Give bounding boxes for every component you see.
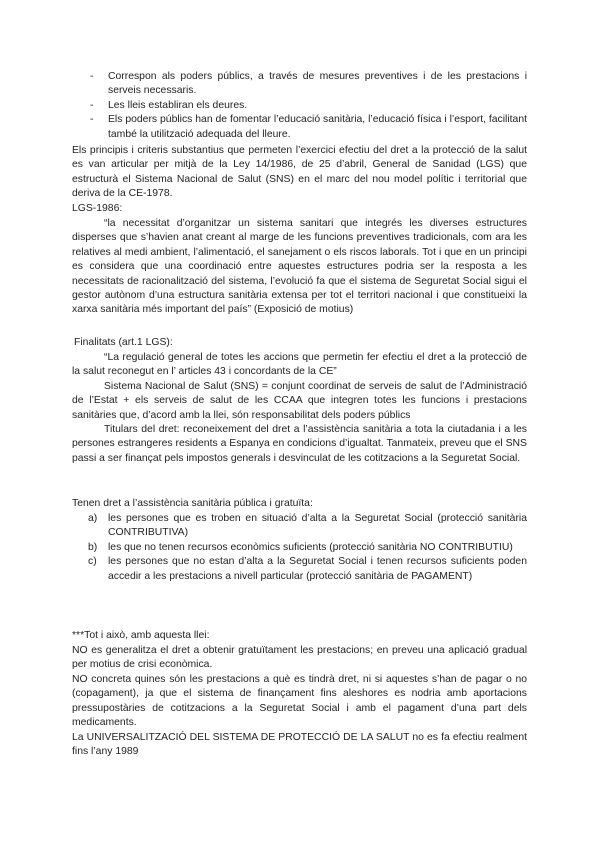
sns-definition: Sistema Nacional de Salut (SNS) = conjunt coordinat de serveis de salut de l’Administració de l’Estat + els serveis de salut de les CCAA que integren totes les funcions i prestacions sanitàries que, d’acord amb la llei, són responsabilitat dels poders públics bbox=[72, 381, 527, 421]
conclusion-paragraph: La UNIVERSALITZACIÓ DEL SISTEMA DE PROTECCIÓ DE LA SALUT no es fa efectiu realment fins l’any 1989 bbox=[72, 732, 527, 758]
list-item: - Correspon als poders públics, a través de mesures preventives i de les prestacions i serveis necessaris. bbox=[90, 70, 527, 99]
list-label: b) bbox=[88, 541, 98, 553]
titulars-paragraph: Titulars del dret: reconeixement del dret a l’assistència sanitària a tota la ciutadania i a les persones estrangeres residents a Espanya en condicions d’igualtat. Tanmateix, preveu que el SNS passi a ser finançat pels impostos generals i desvinculat de les cotitzacions a la Seguretat Social. bbox=[72, 424, 527, 464]
note-paragraph-1: NO es generalitza el dret a obtenir gratuïtament les prestacions; en preveu una aplicació gradual per motius de crisi econòmica. bbox=[72, 645, 527, 671]
list-label: a) bbox=[88, 513, 98, 524]
intro-paragraph: Els principis i criteris substantius que permeten l’exercici efectiu del dret a la protecció de la salut es van articular per mitjà de la Ley 14/1986, de 25 d’abril, General de Sanidad (LGS) que estructurà el Sistema Nacional de Salut (SNS) en el marc del nou model polític i territorial que deriva de la CE-1978. bbox=[72, 145, 527, 200]
finalitats-label: Finalitats (art.1 LGS): bbox=[74, 337, 173, 348]
list-label: c) bbox=[88, 556, 97, 568]
note-paragraph-2: NO concreta quines són les prestacions a què es tindrà dret, ni si aquestes s’han de pagar o no (copagament), ja que el sistema de finançament fins aleshores es nodria amb aportacions pressupostàries de cotitzacions a la Seguretat Social i amb el pagament d’una part dels medicaments. bbox=[72, 674, 527, 729]
dret-intro: Tenen dret a l’assistència sanitària pública i gratuïta: bbox=[72, 498, 313, 509]
list-item: - Els poders públics han de fomentar l’educació sanitària, l’educació física i l’esport, facilitant també la utilització adequada del lleure. bbox=[90, 113, 527, 142]
dret-list bbox=[88, 512, 527, 584]
list-text: les persones que es troben en situació d’alta a la Seguretat Social (protecció sanitària CONTRIBUTIVA) bbox=[108, 513, 527, 539]
list-text: les persones que no estan d’alta a la Seguretat Social i tenen recursos suficients poden accedir a les prestacions a nivell particular (protecció sanitària de PAGAMENT) bbox=[108, 556, 527, 582]
list-item bbox=[88, 512, 527, 541]
finalitats-quote: “La regulació general de totes les accions que permetin fer efectiu el dret a la protecció de la salut reconegut en l’ articles 43 i concordants de la CE” bbox=[72, 352, 527, 378]
lgs-quote: “la necessitat d’organitzar un sistema sanitari que integrés les diverses estructures disperses que s’havien anat creant al marge de les funcions preventives tradicionals, com ara les relatives al medi ambient, l’alimentació, el sanejament o els riscos laborals. Tot i que en un principi es considera que una coordinació entre aquestes estructures podria ser la resposta a les necessitats de racionalització del sistema, l’evolució fa que el sistema de Seguretat Social sigui el gestor autònom d’una estructura sanitària extensa per tot el territori nacional i que constitueixi la xarxa sanitària més important del país” (Exposició de motius) bbox=[72, 218, 527, 316]
list-text: les que no tenen recursos econòmics suficients (protecció sanitària NO CONTRIBUTIU) bbox=[108, 541, 513, 553]
lgs-label: LGS-1986: bbox=[72, 203, 123, 214]
list-item bbox=[88, 541, 527, 555]
top-bullet-list bbox=[90, 70, 527, 142]
list-item: - Les lleis establiran els deures. bbox=[90, 99, 527, 113]
list-item bbox=[88, 555, 527, 584]
note-label: ***Tot i això, amb aquesta llei: bbox=[72, 630, 210, 641]
